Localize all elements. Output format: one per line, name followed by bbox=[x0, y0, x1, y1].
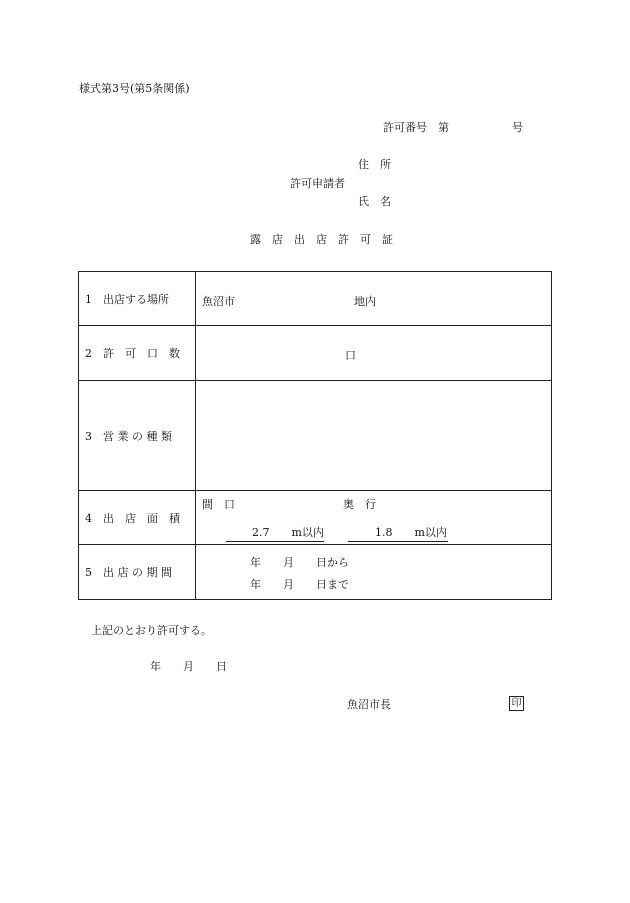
business-type-cell bbox=[196, 381, 552, 491]
permit-details-table bbox=[78, 271, 552, 600]
issuer-title: 魚沼市長 bbox=[347, 698, 391, 711]
frontage-value bbox=[226, 524, 324, 542]
area-label: 4 出 店 面 積 bbox=[79, 491, 196, 545]
permit-count-unit: 口 bbox=[345, 349, 356, 362]
location-city: 魚沼市 bbox=[202, 295, 235, 308]
location-cell bbox=[196, 272, 552, 326]
issue-date: 年 月 日 bbox=[150, 660, 227, 673]
applicant-name-label: 氏 名 bbox=[358, 195, 391, 208]
frontage-value-text: 2.7 m以内 bbox=[252, 526, 324, 539]
table-row bbox=[79, 381, 552, 491]
period-cell bbox=[196, 545, 552, 600]
approval-statement: 上記のとおり許可する。 bbox=[91, 624, 212, 637]
depth-value bbox=[348, 524, 448, 542]
depth-label: 奥 行 bbox=[343, 498, 376, 511]
applicant-address-label: 住 所 bbox=[358, 158, 391, 171]
period-label: 5 出 店 の 期 間 bbox=[79, 545, 196, 600]
applicant-label: 許可申請者 bbox=[290, 177, 345, 190]
permit-number-prefix: 許可番号 第 bbox=[383, 121, 449, 134]
table-row bbox=[79, 272, 552, 326]
business-type-label: 3 営 業 の 種 類 bbox=[79, 381, 196, 491]
form-number: 様式第3号(第5条関係) bbox=[79, 82, 190, 95]
document-title: 露 店 出 店 許 可 証 bbox=[250, 233, 393, 246]
permit-count-cell bbox=[196, 326, 552, 381]
permit-number-suffix: 号 bbox=[512, 121, 523, 134]
seal-icon: 印 bbox=[509, 696, 524, 711]
permit-count-label: 2 許 可 口 数 bbox=[79, 326, 196, 381]
table-row bbox=[79, 545, 552, 600]
frontage-label: 間 口 bbox=[202, 498, 235, 511]
depth-value-text: 1.8 m以内 bbox=[375, 526, 447, 539]
area-cell bbox=[196, 491, 552, 545]
period-from: 年 月 日から bbox=[250, 556, 349, 569]
location-suffix: 地内 bbox=[354, 295, 376, 308]
table-row bbox=[79, 326, 552, 381]
location-label: 1 出店する場所 bbox=[79, 272, 196, 326]
period-to: 年 月 日まで bbox=[250, 578, 349, 591]
table-row bbox=[79, 491, 552, 545]
